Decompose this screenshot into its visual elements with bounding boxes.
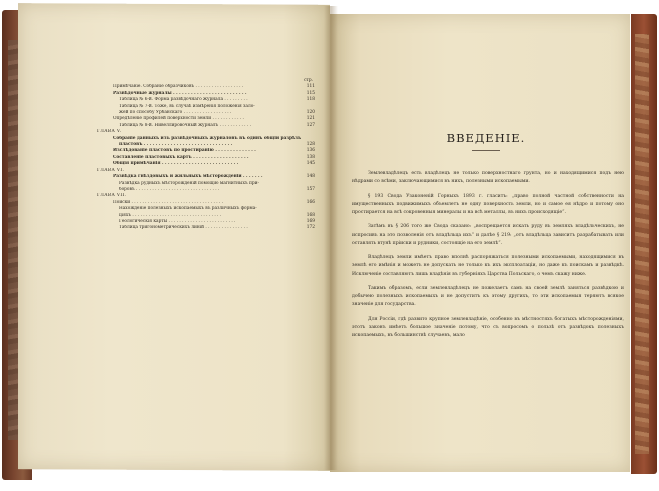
toc-entry-title: Таблица тригонометрическихъ линій . . . . . . . . . . . . . . . . [119, 225, 248, 231]
toc-entry-page: 120 [306, 110, 315, 116]
toc-entry-page: 138 [306, 154, 315, 160]
toc-rows [97, 84, 315, 231]
toc-entry-title: Таблица № 7-й. Тоже, въ случаѣ измѣренія положенія зало- [119, 103, 255, 109]
toc-entry-page: 128 [306, 142, 315, 148]
toc-entry-page: 166 [306, 199, 315, 205]
toc-entry-page: 127 [306, 122, 315, 128]
toc-entry-title: Развѣдочные журналы . . . . . . . . . . . . . . . . . . . . . . . . . [113, 90, 247, 96]
toc-entry-title: пластовъ . . . . . . . . . . . . . . . . . . . . . . . . . . . . . . [119, 142, 233, 148]
toc-entry-title: Таблица № 8-й. Нивеллировочный журналъ . . . . . . . . . . . . [119, 122, 252, 128]
book-cover-right [631, 14, 657, 474]
chapter-heading: ВВЕДЕНІЕ. [446, 131, 526, 145]
toc-entry-title: Опредѣленіе профилей поверхности земли . . . . . . . . . . . . [113, 116, 244, 122]
paragraph: Владѣлецъ земли имѣетъ право вполнѣ распоряжаться полезными ископаемыми, находящимися въ землѣ его имѣнія и можетъ не допускать не только къ ихъ эксплоатаціи, но даже къ поискамъ и развѣдкѣ. Исключеніе составляютъ лишь владѣнія въ губерніяхъ Царства Польскаго, о чемъ скажу ниже. [352, 255, 624, 277]
paragraph: Для Россіи, гдѣ развито крупное землевладѣніе, особенно въ мѣстностяхъ богатыхъ мѣсторожденіями, этотъ законъ имѣетъ большое значеніе потому, что съ вопросомъ о пользѣ отъ развѣдокъ полезныхъ ископаемыхъ, въ большинствѣ случаевъ, мало [352, 316, 624, 339]
paragraph: § 193 Свода Узаконеній Горныхъ 1893 г. гласитъ: „право полной частной собственности на имущественныхъ подвижимыхъ объемлетъ не одну поверхность земли, но и самое ея нѣдро и потому оно простирается на всѣ сокровенныя минералы и на всѣ металлы, въ нихъ происходящіе“. [352, 193, 624, 215]
heading-rule [472, 150, 500, 151]
toc-entry-title: ГЛАВА V. [97, 129, 122, 135]
toc-entry-title: Нахожденіе полезныхъ ископаемыхъ въ различныхъ форма- [119, 206, 257, 212]
toc-entry-page: 121 [306, 116, 315, 122]
toc-entry-page: 118 [306, 97, 315, 103]
toc-entry-title: Таблица № 6-й. Форма развѣдочнаго журнала . . . . . . . . . [119, 97, 248, 103]
toc-entry-title: жей по способу Урбанскаго . . . . . . . . . . . . . . . . . . [119, 110, 232, 116]
toc-entry-page: 169 [306, 218, 315, 224]
toc-entry-page: 157 [306, 186, 315, 192]
book-gutter [324, 6, 338, 470]
toc-entry-title: Геологическія карты . . . . . . . . . . . . . . . . . . . . . . . . . [119, 218, 236, 224]
toc-entry-page: 115 [306, 90, 315, 96]
paragraph: Затѣмъ въ § 206 того же Свода сказано: „воспрещается искать руду въ земляхъ владѣльческихъ, не испросивъ на это позволенія отъ владѣльца ихъ“ и далѣе § 219: „отъ владѣльца зависитъ разрабатывать или оставлять втунѣ пріиски и рудники, состоящіе на его землѣ“. [352, 224, 624, 246]
left-page [18, 3, 330, 471]
table-of-contents [97, 78, 315, 232]
toc-entry-title: Развѣдка рудныхъ мѣсторожденій помощію магнитныхъ при- [119, 180, 259, 186]
toc-page-column-header: стр. [304, 78, 313, 83]
toc-entry-title: Примѣчаніе. Собраніе образчиковъ . . . . . . . . . . . . . . . . . . [113, 84, 244, 90]
toc-entry-title: боровъ . . . . . . . . . . . . . . . . . . . . . . . . . . . . . . . [119, 186, 220, 192]
toc-entry-page: 148 [306, 174, 315, 180]
toc-entry-title: Изслѣдованіе пластовъ по простиранію . . . . . . . . . . . . . . [113, 148, 256, 154]
toc-entry-page: 145 [306, 161, 315, 167]
toc-entry-page: 172 [306, 225, 315, 231]
toc-entry-title: ГЛАВА VII. [97, 193, 127, 199]
toc-entry-page: 111 [306, 84, 315, 90]
paragraph: Землевладѣлецъ есть владѣлецъ не только поверхностнаго грунта, но и находящимися подъ нею нѣдрами со всѣми, заключающимися въ нихъ, полезными ископаемыми. [352, 171, 624, 185]
paragraph: Такимъ образомъ, если землевладѣлецъ не пожелаетъ самъ на своей землѣ заняться развѣдкою и добычею полезныхъ ископаемыхъ и не допуститъ къ этому другихъ, то эти ископаемыя теряютъ всякое значеніе для государства. [352, 285, 624, 308]
toc-entry-page: 168 [306, 212, 315, 218]
toc-entry [97, 225, 315, 231]
toc-entry-title: ціяхъ . . . . . . . . . . . . . . . . . . . . . . . . . . . . . . . . . [119, 212, 222, 218]
toc-entry-title: ГЛАВА VI. [97, 167, 125, 173]
toc-entry-title: Развѣдка гнѣздовыхъ и жильныхъ мѣсторожденій . . . . . . . [113, 174, 263, 180]
toc-entry-title: Общія примѣчанія . . . . . . . . . . . . . . . . . . . . . . . . . . [113, 161, 239, 167]
body-text [352, 170, 624, 347]
toc-entry-title: Собраніе данныхъ изъ развѣдочныхъ журналовъ въ одинъ общій разрѣзъ [113, 135, 301, 141]
toc-entry-title: Поиски . . . . . . . . . . . . . . . . . . . . . . . . . . . . . . . . . . [113, 199, 224, 205]
toc-entry-page: 136 [306, 148, 315, 154]
toc-entry-title: Составленіе пластовыхъ картъ . . . . . . . . . . . . . . . . . . . [113, 154, 249, 160]
